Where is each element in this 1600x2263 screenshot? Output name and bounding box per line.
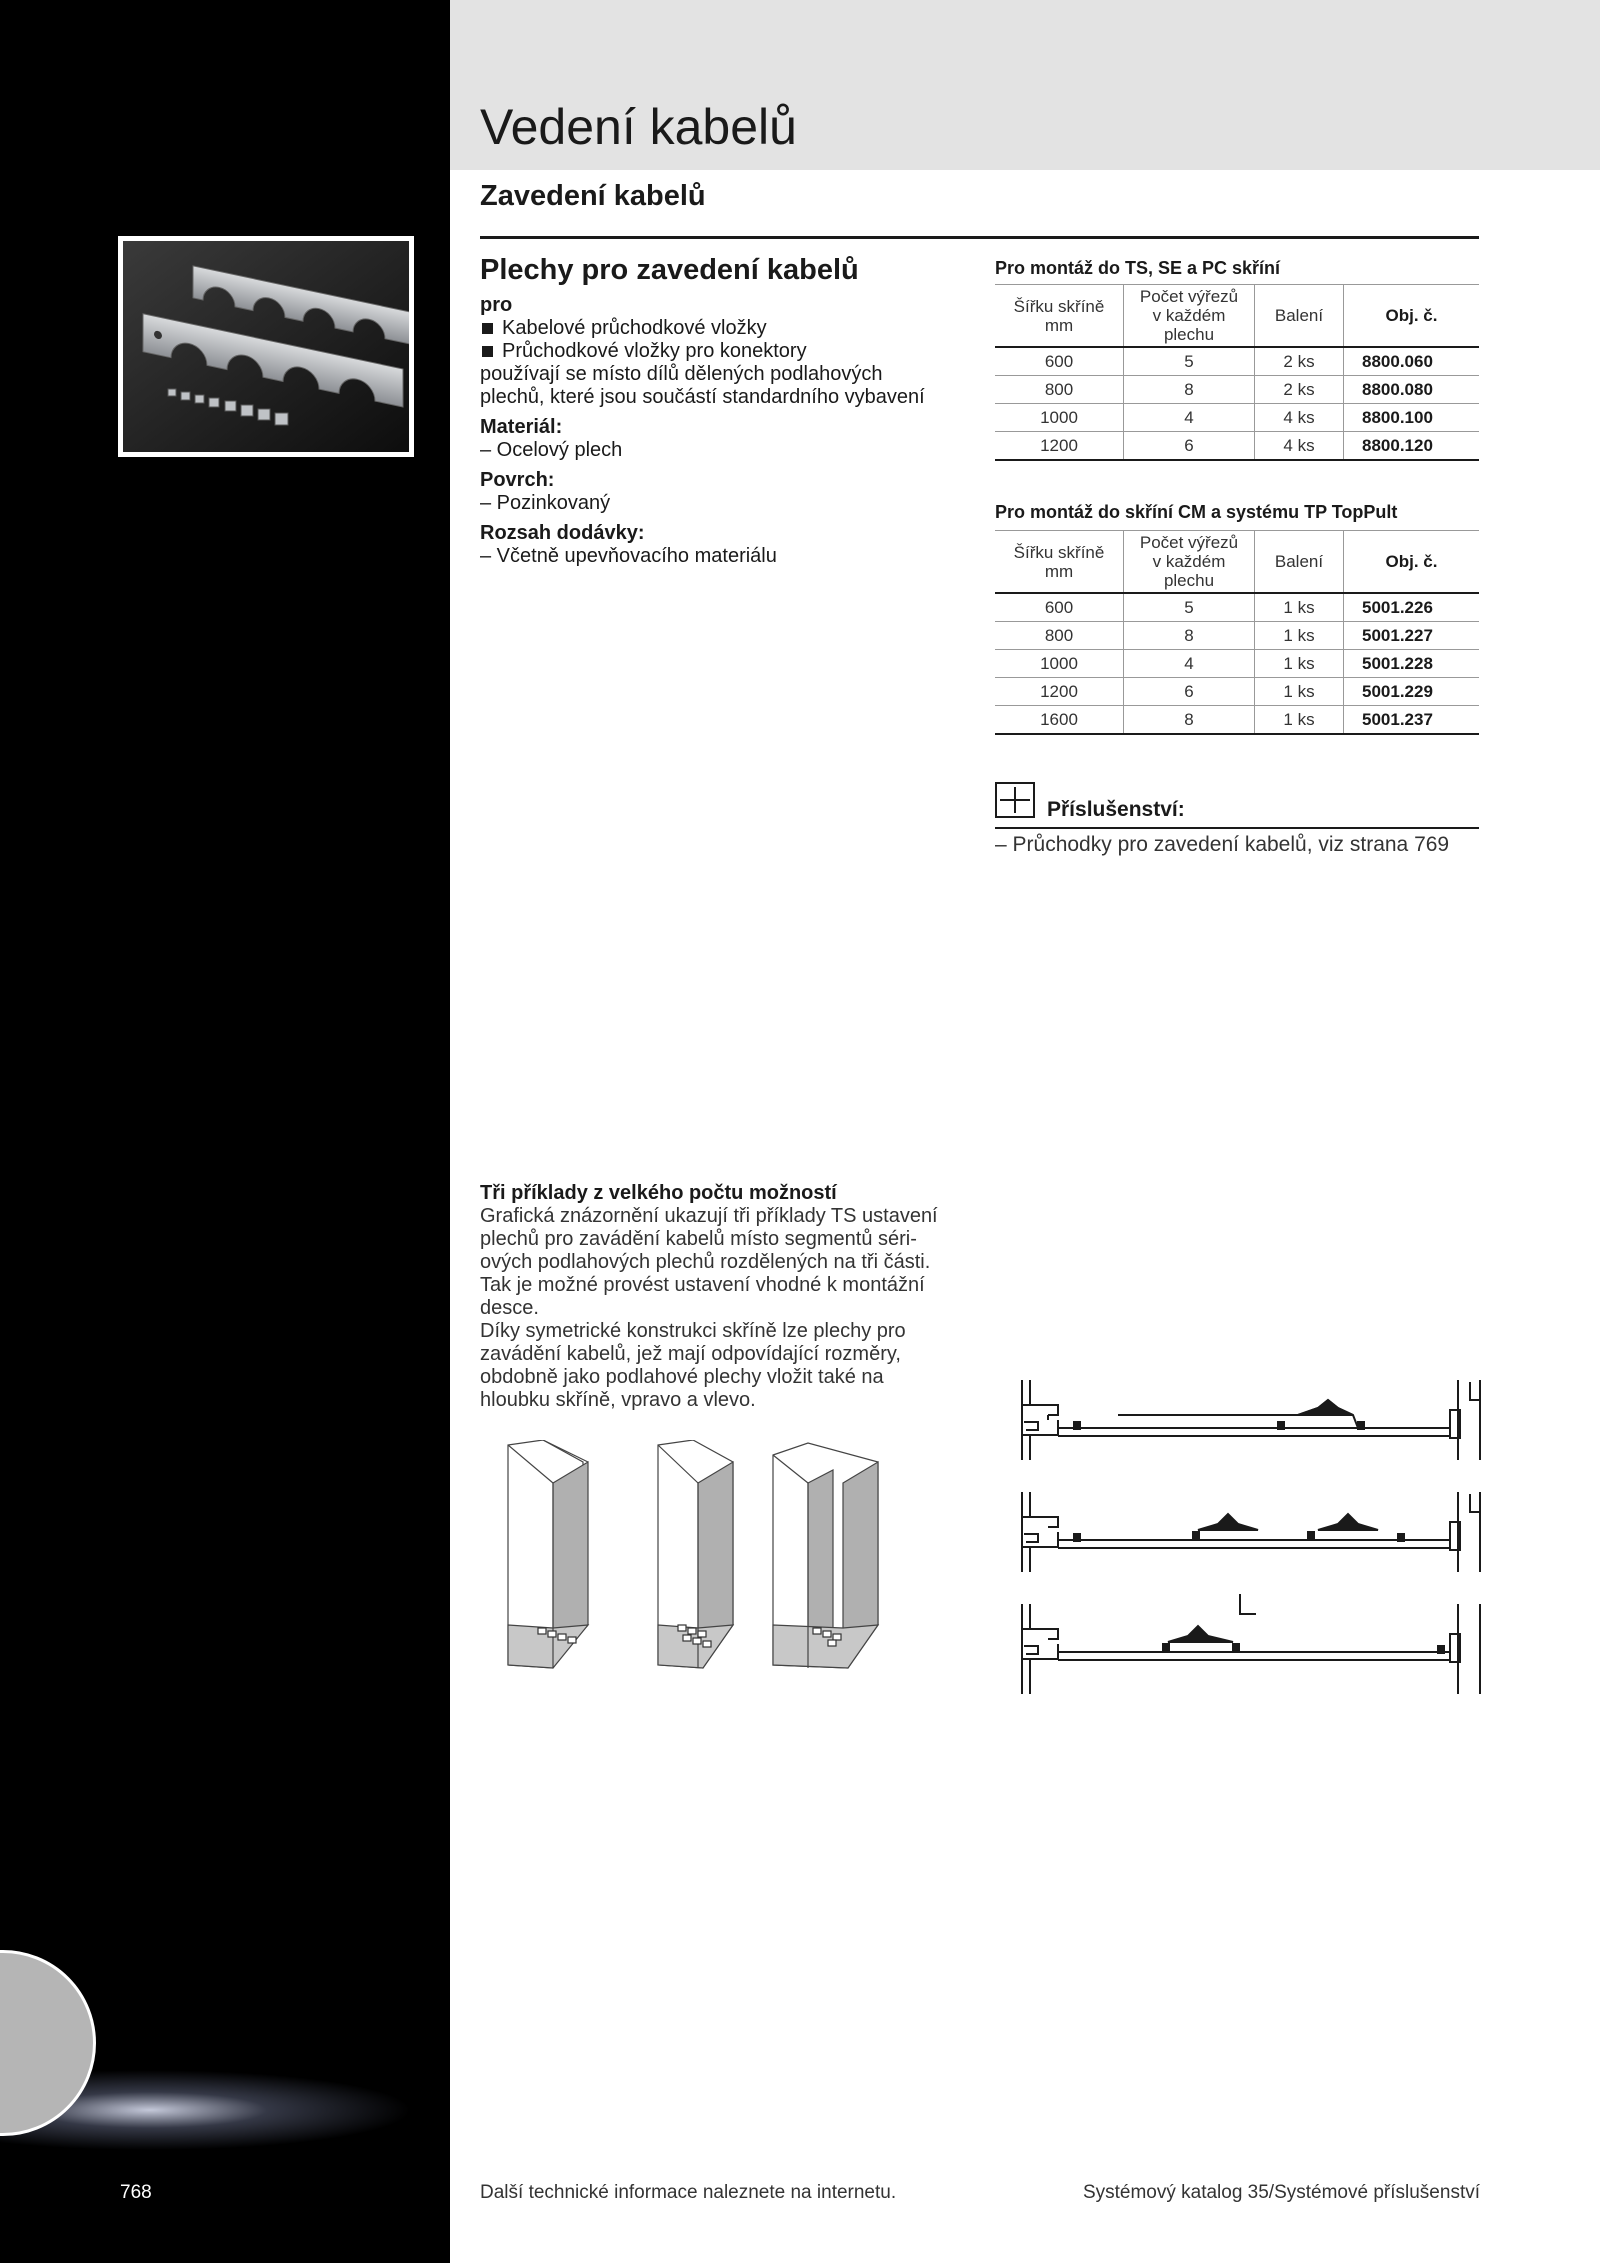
section-title: Zavedení kabelů bbox=[480, 180, 706, 212]
footer-right: Systémový katalog 35/Systémové příslušenství bbox=[1082, 2182, 1480, 2203]
header-rule bbox=[480, 236, 1479, 239]
examples-line: zavádění kabelů, jež mají odpovídající rozměry, bbox=[480, 1343, 901, 1365]
cell-cutouts: 5 bbox=[1124, 593, 1255, 622]
surface-value: – Pozinkovaný bbox=[480, 492, 611, 514]
bullet-text: Kabelové průchodkové vložky bbox=[502, 317, 767, 339]
scope-label: Rozsah dodávky: bbox=[480, 522, 645, 544]
order-table-2 bbox=[995, 530, 1479, 735]
square-bullet-icon bbox=[482, 323, 493, 334]
col-order-header: Obj. č. bbox=[1344, 285, 1480, 348]
cell-width: 1000 bbox=[995, 404, 1124, 432]
for-label: pro bbox=[480, 294, 513, 316]
cell-pack: 1 ks bbox=[1255, 678, 1344, 706]
col-cutouts-header: Počet výřezů v každém plechu bbox=[1124, 285, 1255, 348]
table-header-row bbox=[995, 531, 1479, 594]
footer-left: Další technické informace naleznete na internetu. bbox=[480, 2182, 897, 2203]
scope-value: – Včetně upevňovacího materiálu bbox=[480, 545, 777, 567]
examples-line: plechů pro zavádění kabelů místo segmentů séri- bbox=[480, 1228, 917, 1250]
cell-width: 800 bbox=[995, 622, 1124, 650]
table-row bbox=[995, 622, 1479, 650]
examples-title: Tři příklady z velkého počtu možností bbox=[480, 1182, 837, 1204]
examples-line: Díky symetrické konstrukci skříně lze plechy pro bbox=[480, 1320, 906, 1342]
cable-entry-plates-illustration bbox=[123, 241, 409, 452]
examples-section bbox=[480, 1182, 970, 1412]
col-pack-header: Balení bbox=[1255, 285, 1344, 348]
table-row bbox=[995, 706, 1479, 735]
table-row bbox=[995, 593, 1479, 622]
cell-cutouts: 8 bbox=[1124, 376, 1255, 404]
table1-title: Pro montáž do TS, SE a PC skříní bbox=[995, 258, 1281, 278]
col-cutouts-header: Počet výřezů v každém plechu bbox=[1124, 531, 1255, 594]
section-view-3 bbox=[1022, 1594, 1480, 1694]
examples-line: Tak je možné provést ustavení vhodné k montážní bbox=[480, 1274, 925, 1296]
section-view-2 bbox=[1022, 1492, 1480, 1572]
product-photo-frame bbox=[118, 236, 414, 457]
cell-pack: 1 ks bbox=[1255, 706, 1344, 735]
cell-order: 5001.226 bbox=[1344, 593, 1480, 622]
cabinet-examples-drawing bbox=[478, 1440, 898, 1690]
cell-cutouts: 4 bbox=[1124, 650, 1255, 678]
section-view-1 bbox=[1022, 1380, 1480, 1460]
accessories-item: – Průchodky pro zavedení kabelů, viz strana 769 bbox=[995, 833, 1450, 856]
accessories-title: Příslušenství: bbox=[1047, 798, 1185, 821]
product-description bbox=[480, 294, 980, 568]
table-row bbox=[995, 650, 1479, 678]
table-row bbox=[995, 432, 1479, 461]
table-row bbox=[995, 678, 1479, 706]
cell-order: 8800.060 bbox=[1344, 347, 1480, 376]
cell-width: 800 bbox=[995, 376, 1124, 404]
cell-pack: 1 ks bbox=[1255, 650, 1344, 678]
table-row bbox=[995, 404, 1479, 432]
examples-line: ových podlahových plechů rozdělených na tři části. bbox=[480, 1251, 931, 1273]
cell-cutouts: 6 bbox=[1124, 678, 1255, 706]
cell-pack: 1 ks bbox=[1255, 622, 1344, 650]
examples-line: hloubku skříně, vpravo a vlevo. bbox=[480, 1389, 756, 1411]
product-title: Plechy pro zavedení kabelů bbox=[480, 254, 859, 286]
cell-width: 600 bbox=[995, 347, 1124, 376]
cell-order: 5001.229 bbox=[1344, 678, 1480, 706]
col-width-header: Šířku skříně mm bbox=[995, 285, 1124, 348]
table2-title: Pro montáž do skříní CM a systému TP TopPult bbox=[995, 502, 1398, 522]
col-width-header: Šířku skříně mm bbox=[995, 531, 1124, 594]
cell-width: 600 bbox=[995, 593, 1124, 622]
cell-order: 5001.227 bbox=[1344, 622, 1480, 650]
bullet-item bbox=[480, 317, 980, 340]
col-pack-header: Balení bbox=[1255, 531, 1344, 594]
cell-pack: 2 ks bbox=[1255, 347, 1344, 376]
cell-cutouts: 8 bbox=[1124, 706, 1255, 735]
cell-order: 5001.237 bbox=[1344, 706, 1480, 735]
section-views-drawing bbox=[1018, 1370, 1488, 1700]
table-row bbox=[995, 347, 1479, 376]
col-order-header: Obj. č. bbox=[1344, 531, 1480, 594]
examples-line: obdobně jako podlahové plechy vložit také na bbox=[480, 1366, 884, 1388]
cell-width: 1000 bbox=[995, 650, 1124, 678]
examples-line: desce. bbox=[480, 1297, 539, 1319]
bullet-text: Průchodkové vložky pro konektory bbox=[502, 340, 807, 362]
table-header-row bbox=[995, 285, 1479, 348]
cell-width: 1200 bbox=[995, 432, 1124, 461]
cell-pack: 4 ks bbox=[1255, 432, 1344, 461]
cell-pack: 2 ks bbox=[1255, 376, 1344, 404]
cell-width: 1600 bbox=[995, 706, 1124, 735]
cell-order: 8800.080 bbox=[1344, 376, 1480, 404]
material-value: – Ocelový plech bbox=[480, 439, 623, 461]
usage-line: plechů, které jsou součástí standardního vybavení bbox=[480, 386, 925, 408]
surface-label: Povrch: bbox=[480, 469, 555, 491]
order-table-1 bbox=[995, 284, 1479, 461]
cell-order: 8800.100 bbox=[1344, 404, 1480, 432]
cabinet-3 bbox=[773, 1443, 878, 1668]
plus-icon bbox=[995, 782, 1035, 818]
page-number: 768 bbox=[120, 2182, 152, 2203]
usage-line: používají se místo dílů dělených podlahových bbox=[480, 363, 883, 385]
cabinet-1 bbox=[508, 1440, 588, 1668]
product-photo bbox=[123, 241, 409, 452]
cell-cutouts: 8 bbox=[1124, 622, 1255, 650]
cabinet-2 bbox=[658, 1440, 733, 1668]
material-label: Materiál: bbox=[480, 416, 563, 438]
accessories-rule bbox=[995, 827, 1479, 829]
bullet-item bbox=[480, 340, 980, 363]
examples-line: Grafická znázornění ukazují tři příklady TS ustavení bbox=[480, 1205, 938, 1227]
cell-cutouts: 4 bbox=[1124, 404, 1255, 432]
page-title: Vedení kabelů bbox=[480, 99, 797, 155]
cell-pack: 4 ks bbox=[1255, 404, 1344, 432]
cell-cutouts: 5 bbox=[1124, 347, 1255, 376]
table-row bbox=[995, 376, 1479, 404]
cell-pack: 1 ks bbox=[1255, 593, 1344, 622]
cell-order: 8800.120 bbox=[1344, 432, 1480, 461]
cell-cutouts: 6 bbox=[1124, 432, 1255, 461]
square-bullet-icon bbox=[482, 346, 493, 357]
cell-order: 5001.228 bbox=[1344, 650, 1480, 678]
cell-width: 1200 bbox=[995, 678, 1124, 706]
